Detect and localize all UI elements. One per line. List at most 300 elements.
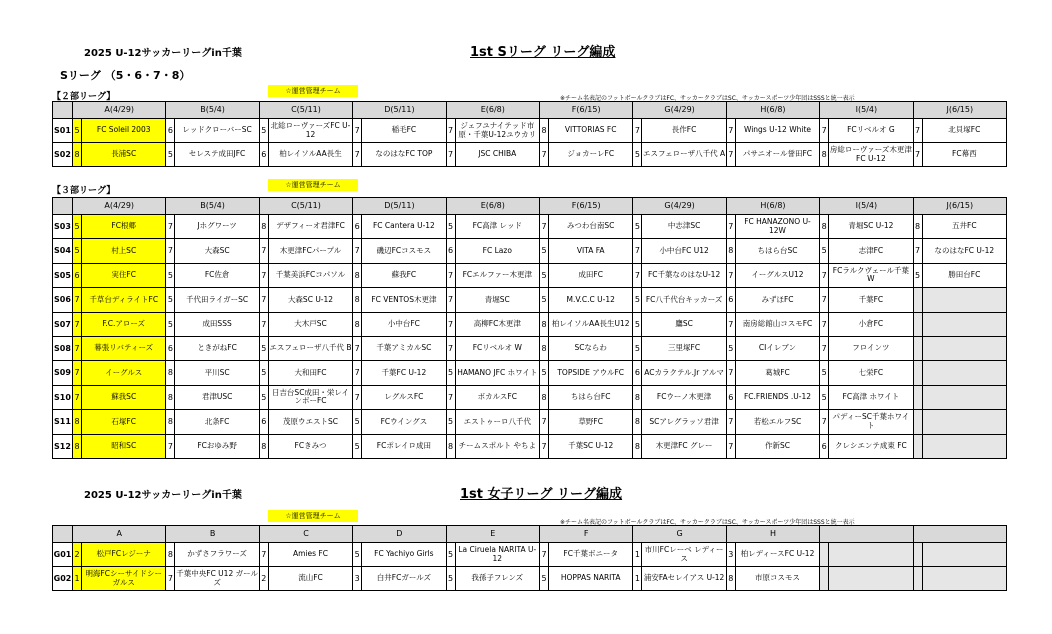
grade-number: 8 (166, 361, 175, 385)
girls-mgmt-legend: ☆運営管理チーム (268, 510, 358, 522)
grade-number: 1 (73, 567, 82, 591)
team-name: 中志津SC (642, 215, 726, 239)
team-name: 高柳FC木更津 (455, 312, 539, 336)
team-name: エスフェローザ八千代 B (268, 336, 352, 360)
column-header: B(5/4) (166, 198, 259, 215)
grade-number: 2 (259, 567, 268, 591)
row-code: S11 (53, 410, 73, 434)
team-name: 大木戸SC (268, 312, 352, 336)
column-header (820, 526, 913, 543)
header-corner (53, 526, 73, 543)
team-name: SCアレグラッソ君津 (642, 410, 726, 434)
grade-number: 6 (446, 239, 455, 263)
div2-label: 【２部リーグ】 (52, 92, 116, 102)
team-name: 大森SC U-12 (268, 288, 352, 312)
team-name: 千葉FC U-12 (362, 361, 446, 385)
team-name: La Ciruela NARITA U-12 (455, 543, 539, 567)
grade-number: 5 (446, 361, 455, 385)
column-header: F(6/15) (540, 198, 633, 215)
team-name: FC高津 レッド (455, 215, 539, 239)
grade-number: 5 (633, 336, 642, 360)
row-code: S06 (53, 288, 73, 312)
column-header: B(5/4) (166, 102, 259, 119)
grade-number: 7 (73, 312, 82, 336)
grade-number: 5 (166, 288, 175, 312)
grade-number: 7 (353, 239, 362, 263)
team-name: HOPPAS NARITA (548, 567, 632, 591)
team-name: FCきみつ (268, 434, 352, 458)
grade-number: 7 (540, 410, 549, 434)
team-name: 葛城FC (735, 361, 819, 385)
grade-number: 8 (913, 215, 922, 239)
grade-number: 8 (633, 410, 642, 434)
team-name: 幕張リバティーズ (82, 336, 166, 360)
team-name: 北総ローヴァーズFC U-12 (268, 119, 352, 143)
grade-number: 8 (166, 385, 175, 409)
grade-number: 6 (633, 361, 642, 385)
team-name: 千葉中央FC U12 ガールズ (175, 567, 259, 591)
team-name: 明海FCシーサイドシーガルス (82, 567, 166, 591)
team-name: レグルスFC (362, 385, 446, 409)
team-name: FC Cantera U-12 (362, 215, 446, 239)
team-name: 柏レイソルAA長生U12 (549, 312, 633, 336)
grade-number: 8 (540, 336, 549, 360)
team-name: ACカラクテル.Jr アルマ (642, 361, 726, 385)
grade-number: 3 (353, 567, 362, 591)
team-name (829, 543, 913, 567)
team-name: 七栄FC (829, 361, 913, 385)
grade-number: 7 (820, 410, 829, 434)
team-name: パサニオール誉田FC (735, 143, 819, 167)
team-name: FCおゆみ野 (175, 434, 259, 458)
grade-number: 8 (259, 434, 268, 458)
team-name: 柏レイソルAA長生 (268, 143, 352, 167)
grade-number: 7 (726, 410, 735, 434)
column-header: H(6/8) (726, 102, 819, 119)
table-row (53, 119, 1007, 143)
column-header: C (259, 526, 352, 543)
team-name: セレステ成田JFC (175, 143, 259, 167)
grade-number: 5 (540, 239, 549, 263)
grade-number: 7 (166, 239, 175, 263)
grade-number: 7 (259, 239, 268, 263)
grade-number: 5 (166, 312, 175, 336)
column-header: E(6/8) (446, 102, 539, 119)
grade-number (913, 567, 922, 591)
grade-number: 8 (73, 434, 82, 458)
grade-number: 7 (446, 263, 455, 287)
grade-number: 7 (913, 239, 922, 263)
grade-number: 7 (166, 215, 175, 239)
team-name: 千葉SC U-12 (549, 434, 633, 458)
column-header: G(4/29) (633, 102, 726, 119)
team-name: 鷹SC (642, 312, 726, 336)
header-corner (53, 102, 73, 119)
team-name: TOPSIDE アウルFC (549, 361, 633, 385)
team-name: 青堀SC (455, 288, 539, 312)
grade-number: 7 (540, 143, 549, 167)
grade-number: 7 (726, 263, 735, 287)
team-name: 柏レディースFC U-12 (735, 543, 819, 567)
team-name (922, 543, 1006, 567)
team-name: CIイレブン (735, 336, 819, 360)
team-name: F.C.アローズ (82, 312, 166, 336)
team-name: レッドクローバーSC (175, 119, 259, 143)
grade-number: 1 (633, 567, 642, 591)
column-header: A (73, 526, 166, 543)
grade-number: 7 (540, 434, 549, 458)
grade-number: 8 (633, 434, 642, 458)
grade-number: 5 (446, 567, 455, 591)
grade-number (913, 336, 922, 360)
grade-number: 6 (259, 410, 268, 434)
team-name: 白井FCガールズ (362, 567, 446, 591)
column-header: G (633, 526, 726, 543)
grade-number: 7 (259, 312, 268, 336)
team-name: イーグルス (82, 361, 166, 385)
team-name (922, 434, 1006, 458)
grade-number: 5 (353, 410, 362, 434)
team-name: 志津FC (829, 239, 913, 263)
team-name: 長浦SC (82, 143, 166, 167)
grade-number: 8 (540, 119, 549, 143)
team-name (922, 288, 1006, 312)
grade-number: 5 (820, 239, 829, 263)
team-name: 大森SC (175, 239, 259, 263)
team-name: 村上SC (82, 239, 166, 263)
team-name: 木更津FCパープル (268, 239, 352, 263)
team-name: みつわ台南SC (549, 215, 633, 239)
grade-number: 5 (539, 567, 548, 591)
girls-table (52, 525, 1007, 591)
row-code: S08 (53, 336, 73, 360)
team-name: FC根郷 (82, 215, 166, 239)
grade-number: 7 (820, 263, 829, 287)
s-league-title: 1st Sリーグ リーグ編成 (470, 45, 616, 60)
s-league-header-left: 2025 U-12サッカーリーグin千葉 (84, 48, 242, 59)
team-name: 稲毛FC (362, 119, 446, 143)
team-name: ちはら台FC (549, 385, 633, 409)
column-header: B (166, 526, 259, 543)
row-code: S12 (53, 434, 73, 458)
team-name: FCラルクヴェール千葉 W (829, 263, 913, 287)
table-header-row (53, 198, 1007, 215)
column-header (913, 526, 1006, 543)
team-name (829, 567, 913, 591)
team-name: 若松エルフSC (735, 410, 819, 434)
team-name: FCエルファー木更津 (455, 263, 539, 287)
table-row (53, 543, 1007, 567)
team-name: 磯辺FCコスモス (362, 239, 446, 263)
grade-number: 6 (73, 263, 82, 287)
grade-number: 7 (353, 119, 362, 143)
team-name: 石塚FC (82, 410, 166, 434)
grade-number: 6 (726, 288, 735, 312)
grade-number: 6 (166, 336, 175, 360)
team-name: かずさフラワーズ (175, 543, 259, 567)
grade-number: 5 (540, 263, 549, 287)
team-name: フロインツ (829, 336, 913, 360)
column-header: C(5/11) (259, 198, 352, 215)
row-code: S10 (53, 385, 73, 409)
grade-number: 8 (820, 143, 829, 167)
team-name: SCならわ (549, 336, 633, 360)
grade-number: 7 (820, 288, 829, 312)
team-name: FC VENTOS木更津 (362, 288, 446, 312)
row-code: S02 (53, 143, 73, 167)
grade-number: 7 (726, 312, 735, 336)
team-name: 小中台FC (362, 312, 446, 336)
grade-number: 7 (726, 143, 735, 167)
team-name (922, 385, 1006, 409)
row-code: G02 (53, 567, 73, 591)
column-header: I(5/4) (820, 198, 913, 215)
team-name: FC.FRIENDS .U-12 (735, 385, 819, 409)
grade-number: 5 (446, 410, 455, 434)
grade-number: 7 (633, 263, 642, 287)
grade-number: 5 (633, 143, 642, 167)
grade-number: 8 (353, 263, 362, 287)
team-name: 勝田台FC (922, 263, 1006, 287)
team-name: ボカルスFC (455, 385, 539, 409)
column-header: C(5/11) (259, 102, 352, 119)
team-name: みずほFC (735, 288, 819, 312)
team-name: 長作FC (642, 119, 726, 143)
team-name (922, 567, 1006, 591)
team-name: 小倉FC (829, 312, 913, 336)
column-header: E(6/8) (446, 198, 539, 215)
table-header-row (53, 102, 1007, 119)
grade-number: 7 (446, 288, 455, 312)
div2-table (52, 101, 1007, 167)
row-code: G01 (53, 543, 73, 567)
table-row (53, 434, 1007, 458)
grade-number: 5 (166, 263, 175, 287)
team-name: 五井FC (922, 215, 1006, 239)
grade-number: 7 (166, 567, 175, 591)
grade-number: 7 (73, 361, 82, 385)
grade-number: 5 (913, 263, 922, 287)
grade-number: 5 (353, 543, 362, 567)
grade-number: 5 (259, 119, 268, 143)
team-name: 昭和SC (82, 434, 166, 458)
team-name: 大和田FC (268, 361, 352, 385)
team-name: 市川FCレーベ レディース (642, 543, 726, 567)
column-header: D (353, 526, 446, 543)
column-header: E (446, 526, 539, 543)
team-name: JSC CHIBA (455, 143, 539, 167)
team-name: 成田SSS (175, 312, 259, 336)
grade-number: 5 (166, 143, 175, 167)
team-name: 千葉美浜FCコパソル (268, 263, 352, 287)
grade-number: 7 (726, 119, 735, 143)
row-code: S05 (53, 263, 73, 287)
column-header: D(5/11) (353, 198, 446, 215)
team-name: 浦安FAセレイアス U-12 (642, 567, 726, 591)
team-name: 成田FC (549, 263, 633, 287)
team-name: VITTORIAS FC (549, 119, 633, 143)
table-row (53, 336, 1007, 360)
grade-number: 7 (820, 119, 829, 143)
s-league-name: Sリーグ （5・6・7・8） (60, 69, 191, 82)
team-name (922, 312, 1006, 336)
div2-note: ※チーム名表記のフットボールクラブはFC、サッカークラブはSC、サッカースポーツ少年団はSSSと統一表示 (560, 95, 855, 102)
grade-number: 8 (633, 385, 642, 409)
grade-number: 8 (726, 567, 735, 591)
grade-number: 8 (353, 312, 362, 336)
team-name: 千葉FC (829, 288, 913, 312)
team-name: チームスポルト やちよ (455, 434, 539, 458)
row-code: S03 (53, 215, 73, 239)
grade-number: 8 (166, 410, 175, 434)
team-name: 日吉台SC成田・栄レインボーFC (268, 385, 352, 409)
girls-title: 1st 女子リーグ リーグ編成 (460, 487, 623, 502)
column-header: H (726, 526, 819, 543)
grade-number: 7 (446, 385, 455, 409)
grade-number: 7 (353, 361, 362, 385)
team-name: VITA FA (549, 239, 633, 263)
grade-number: 6 (166, 119, 175, 143)
grade-number (913, 543, 922, 567)
team-name: FCリベルオ G (829, 119, 913, 143)
team-name: なのはなFC U-12 (922, 239, 1006, 263)
grade-number: 2 (73, 543, 82, 567)
team-name: 三里塚FC (642, 336, 726, 360)
grade-number: 8 (259, 215, 268, 239)
team-name: Wings U-12 White (735, 119, 819, 143)
grade-number: 6 (353, 215, 362, 239)
grade-number: 7 (446, 312, 455, 336)
grade-number: 7 (259, 263, 268, 287)
grade-number: 7 (73, 336, 82, 360)
grade-number: 5 (820, 361, 829, 385)
grade-number: 5 (259, 385, 268, 409)
grade-number: 8 (166, 543, 175, 567)
girls-note: ※チーム名表記のフットボールクラブはFC、サッカークラブはSC、サッカースポーツ少年団はSSSと統一表示 (560, 519, 855, 526)
team-name: FC Lazo (455, 239, 539, 263)
team-name: FCウイングス (362, 410, 446, 434)
grade-number: 5 (820, 385, 829, 409)
grade-number: 3 (726, 543, 735, 567)
grade-number: 5 (259, 361, 268, 385)
team-name: 南房総館山コスモFC (735, 312, 819, 336)
team-name (922, 336, 1006, 360)
column-header: D(5/11) (353, 102, 446, 119)
team-name: 小中台FC U12 (642, 239, 726, 263)
table-row (53, 239, 1007, 263)
team-name: エスフェローザ八千代 A (642, 143, 726, 167)
grade-number: 7 (820, 312, 829, 336)
table-row (53, 143, 1007, 167)
grade-number: 7 (726, 361, 735, 385)
team-name: 北貝塚FC (922, 119, 1006, 143)
grade-number: 8 (446, 434, 455, 458)
team-name: 平川SC (175, 361, 259, 385)
column-header: G(4/29) (633, 198, 726, 215)
grade-number: 7 (913, 143, 922, 167)
team-name: FC幕西 (922, 143, 1006, 167)
row-code: S04 (53, 239, 73, 263)
team-name: FCリベルオ W (455, 336, 539, 360)
grade-number: 7 (726, 215, 735, 239)
column-header: A(4/29) (73, 198, 166, 215)
team-name: 木更津FC グレー (642, 434, 726, 458)
girls-header-left: 2025 U-12サッカーリーグin千葉 (84, 490, 242, 501)
table-row (53, 361, 1007, 385)
team-name: ちはら台SC (735, 239, 819, 263)
grade-number: 5 (540, 361, 549, 385)
grade-number: 5 (259, 336, 268, 360)
table-header-row (53, 526, 1007, 543)
grade-number: 7 (539, 543, 548, 567)
grade-number: 7 (259, 288, 268, 312)
grade-number: 5 (73, 215, 82, 239)
team-name: 蘇我SC (82, 385, 166, 409)
team-name: FC高津 ホワイト (829, 385, 913, 409)
column-header: F (539, 526, 632, 543)
grade-number: 7 (166, 434, 175, 458)
grade-number: 7 (353, 385, 362, 409)
team-name: 我孫子フレンズ (455, 567, 539, 591)
team-name: FC Yachiyo Girls (362, 543, 446, 567)
grade-number: 8 (820, 215, 829, 239)
team-name: FC八千代台キッカーズ (642, 288, 726, 312)
grade-number: 5 (633, 312, 642, 336)
team-name: FCウーノ木更津 (642, 385, 726, 409)
grade-number: 5 (73, 119, 82, 143)
grade-number: 7 (353, 336, 362, 360)
grade-number: 7 (73, 288, 82, 312)
grade-number: 5 (726, 336, 735, 360)
grade-number: 6 (726, 385, 735, 409)
grade-number: 7 (446, 119, 455, 143)
grade-number (820, 543, 829, 567)
team-name: 市原コスモス (735, 567, 819, 591)
grade-number: 6 (259, 143, 268, 167)
grade-number: 7 (540, 215, 549, 239)
column-header: I(5/4) (820, 102, 913, 119)
table-row (53, 263, 1007, 287)
div3-mgmt-legend: ☆運営管理チーム (268, 179, 358, 191)
column-header: F(6/15) (540, 102, 633, 119)
team-name (922, 361, 1006, 385)
grade-number (913, 434, 922, 458)
team-name: FC HANAZONO U-12W (735, 215, 819, 239)
team-name: Amies FC (268, 543, 352, 567)
grade-number: 7 (446, 336, 455, 360)
team-name: ときがねFC (175, 336, 259, 360)
grade-number: 7 (913, 119, 922, 143)
team-name: FC千葉なのはなU-12 (642, 263, 726, 287)
team-name: HAMANO JFC ホワイト (455, 361, 539, 385)
table-row (53, 215, 1007, 239)
grade-number: 8 (540, 312, 549, 336)
grade-number: 7 (633, 119, 642, 143)
row-code: S01 (53, 119, 73, 143)
grade-number: 8 (540, 385, 549, 409)
team-name: ジョカーレFC (549, 143, 633, 167)
team-name: 松戸FCレジーナ (82, 543, 166, 567)
grade-number: 8 (726, 239, 735, 263)
team-name: FC佐倉 (175, 263, 259, 287)
team-name: 草野FC (549, 410, 633, 434)
div3-table (52, 197, 1007, 459)
table-row (53, 312, 1007, 336)
grade-number: 7 (259, 543, 268, 567)
column-header: J(6/15) (913, 198, 1006, 215)
table-row (53, 288, 1007, 312)
team-name: 北条FC (175, 410, 259, 434)
